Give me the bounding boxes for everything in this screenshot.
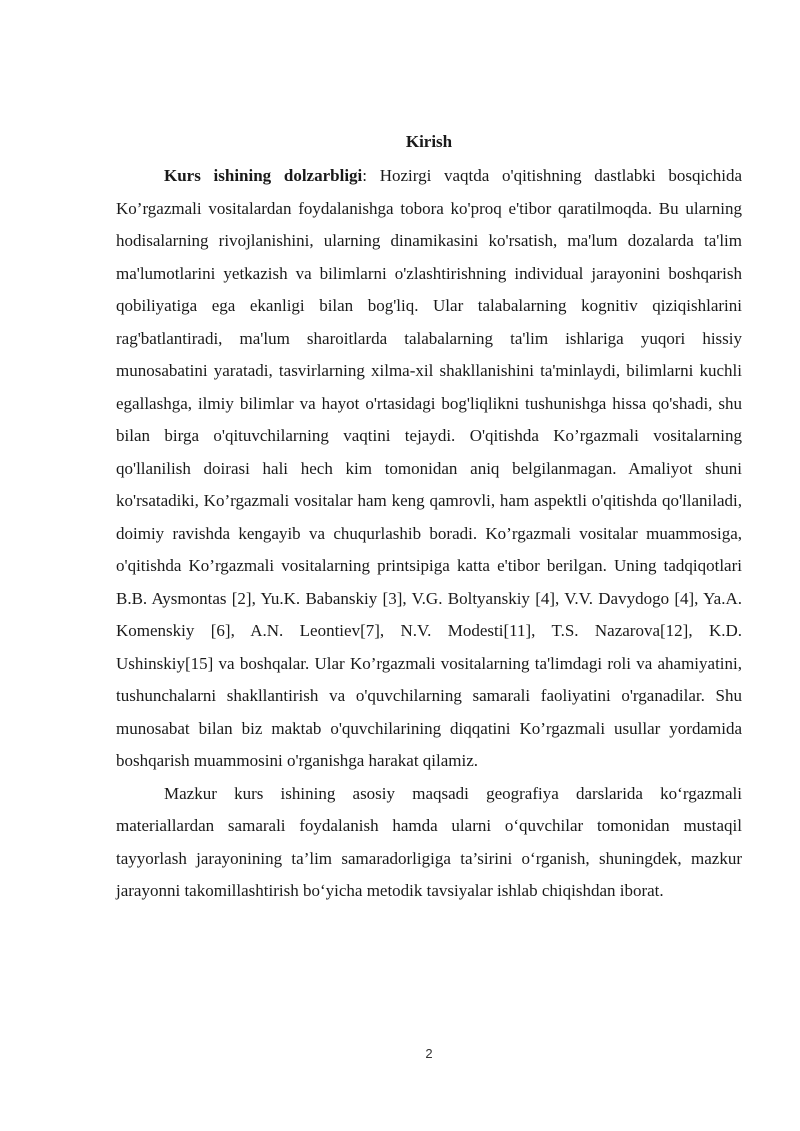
section-title: Kirish [405, 132, 453, 151]
relevance-separator: : [362, 166, 367, 185]
goal-paragraph: Mazkur kurs ishining asosiy maqsadi geografiya darslarida ko‘rgazmali materiallardan samarali foydalanish hamda ularni o‘quvchilar tomonidan mustaqil tayyorlash jarayonining ta’lim samaradorligiga ta’sirini o‘rganish, shuningdek, mazkur jarayonni takomillashtirish bo‘yicha metodik tavsiyalar ishlab chiqishdan iborat. [116, 783, 742, 900]
relevance-lead: Kurs ishining dolzarbligi [164, 166, 363, 185]
document-page [116, 126, 742, 908]
relevance-text: Hozirgi vaqtda o'qitishning dastlabki bosqichida Ko’rgazmali vositalardan foydalanishga tobora ko'proq e'tibor qaratilmoqda. Bu ularning hodisalarning rivojlanishini, ularning dinamikasini ko'rsatish, ma'lum dozalarda ta'lim ma'lumotlarini yetkazish va bilimlarni o'zlashtirishning individual jarayonini boshqarish qobiliyatiga ega ekanligi bilan bog'liq. Ular talabalarning kognitiv qiziqishlarini rag'batlantiradi, ma'lum sharoitlarda talabalarning ta'lim ishlariga yuqori hissiy munosabatini yaratadi, tasvirlarning xilma-xil shakllanishini ta'minlaydi, bilimlarni kuchli egallashga, ilmiy bilimlar va hayot o'rtasidagi bog'liqlikni tushunishga hissa qo'shadi, shu bilan birga o'qituvchilarning vaqtini tejaydi. O'qitishda Ko’rgazmali vositalarning qo'llanilish doirasi hali hech kim tomonidan aniq belgilanmagan. Amaliyot shuni ko'rsatadiki, Ko’rgazmali vositalar ham keng qamrovli, ham aspektli o'qitishda qo'llaniladi, doimiy ravishda kengayib va chuqurlashib boradi. Ko’rgazmali vositalar muammosiga, o'qitishda Ko’rgazmali vositalarning printsipiga katta e'tibor berilgan. Uning tadqiqotlari B.B. Aysmontas [2], Yu.K. Babanskiy [3], V.G. Boltyanskiy [4], V.V. Davydogo [4], Ya.A. Komenskiy [6], A.N. Leontiev[7], N.V. Modesti[11], T.S. Nazarova[12], K.D. Ushinskiy[15] va boshqalar. Ular Ko’rgazmali vositalarning ta'limdagi roli va ahamiyatini, tushunchalarni shakllantirish va o'quvchilarning samarali faoliyatini o'rganadilar. Shu munosabat bilan biz maktab o'quvchilarining diqqatini Ko’rgazmali usullar yordamida boshqarish muammosini o'rganishga harakat qilamiz. [116, 166, 742, 770]
relevance-paragraph [116, 160, 742, 778]
page-number: 2 [425, 1046, 433, 1061]
